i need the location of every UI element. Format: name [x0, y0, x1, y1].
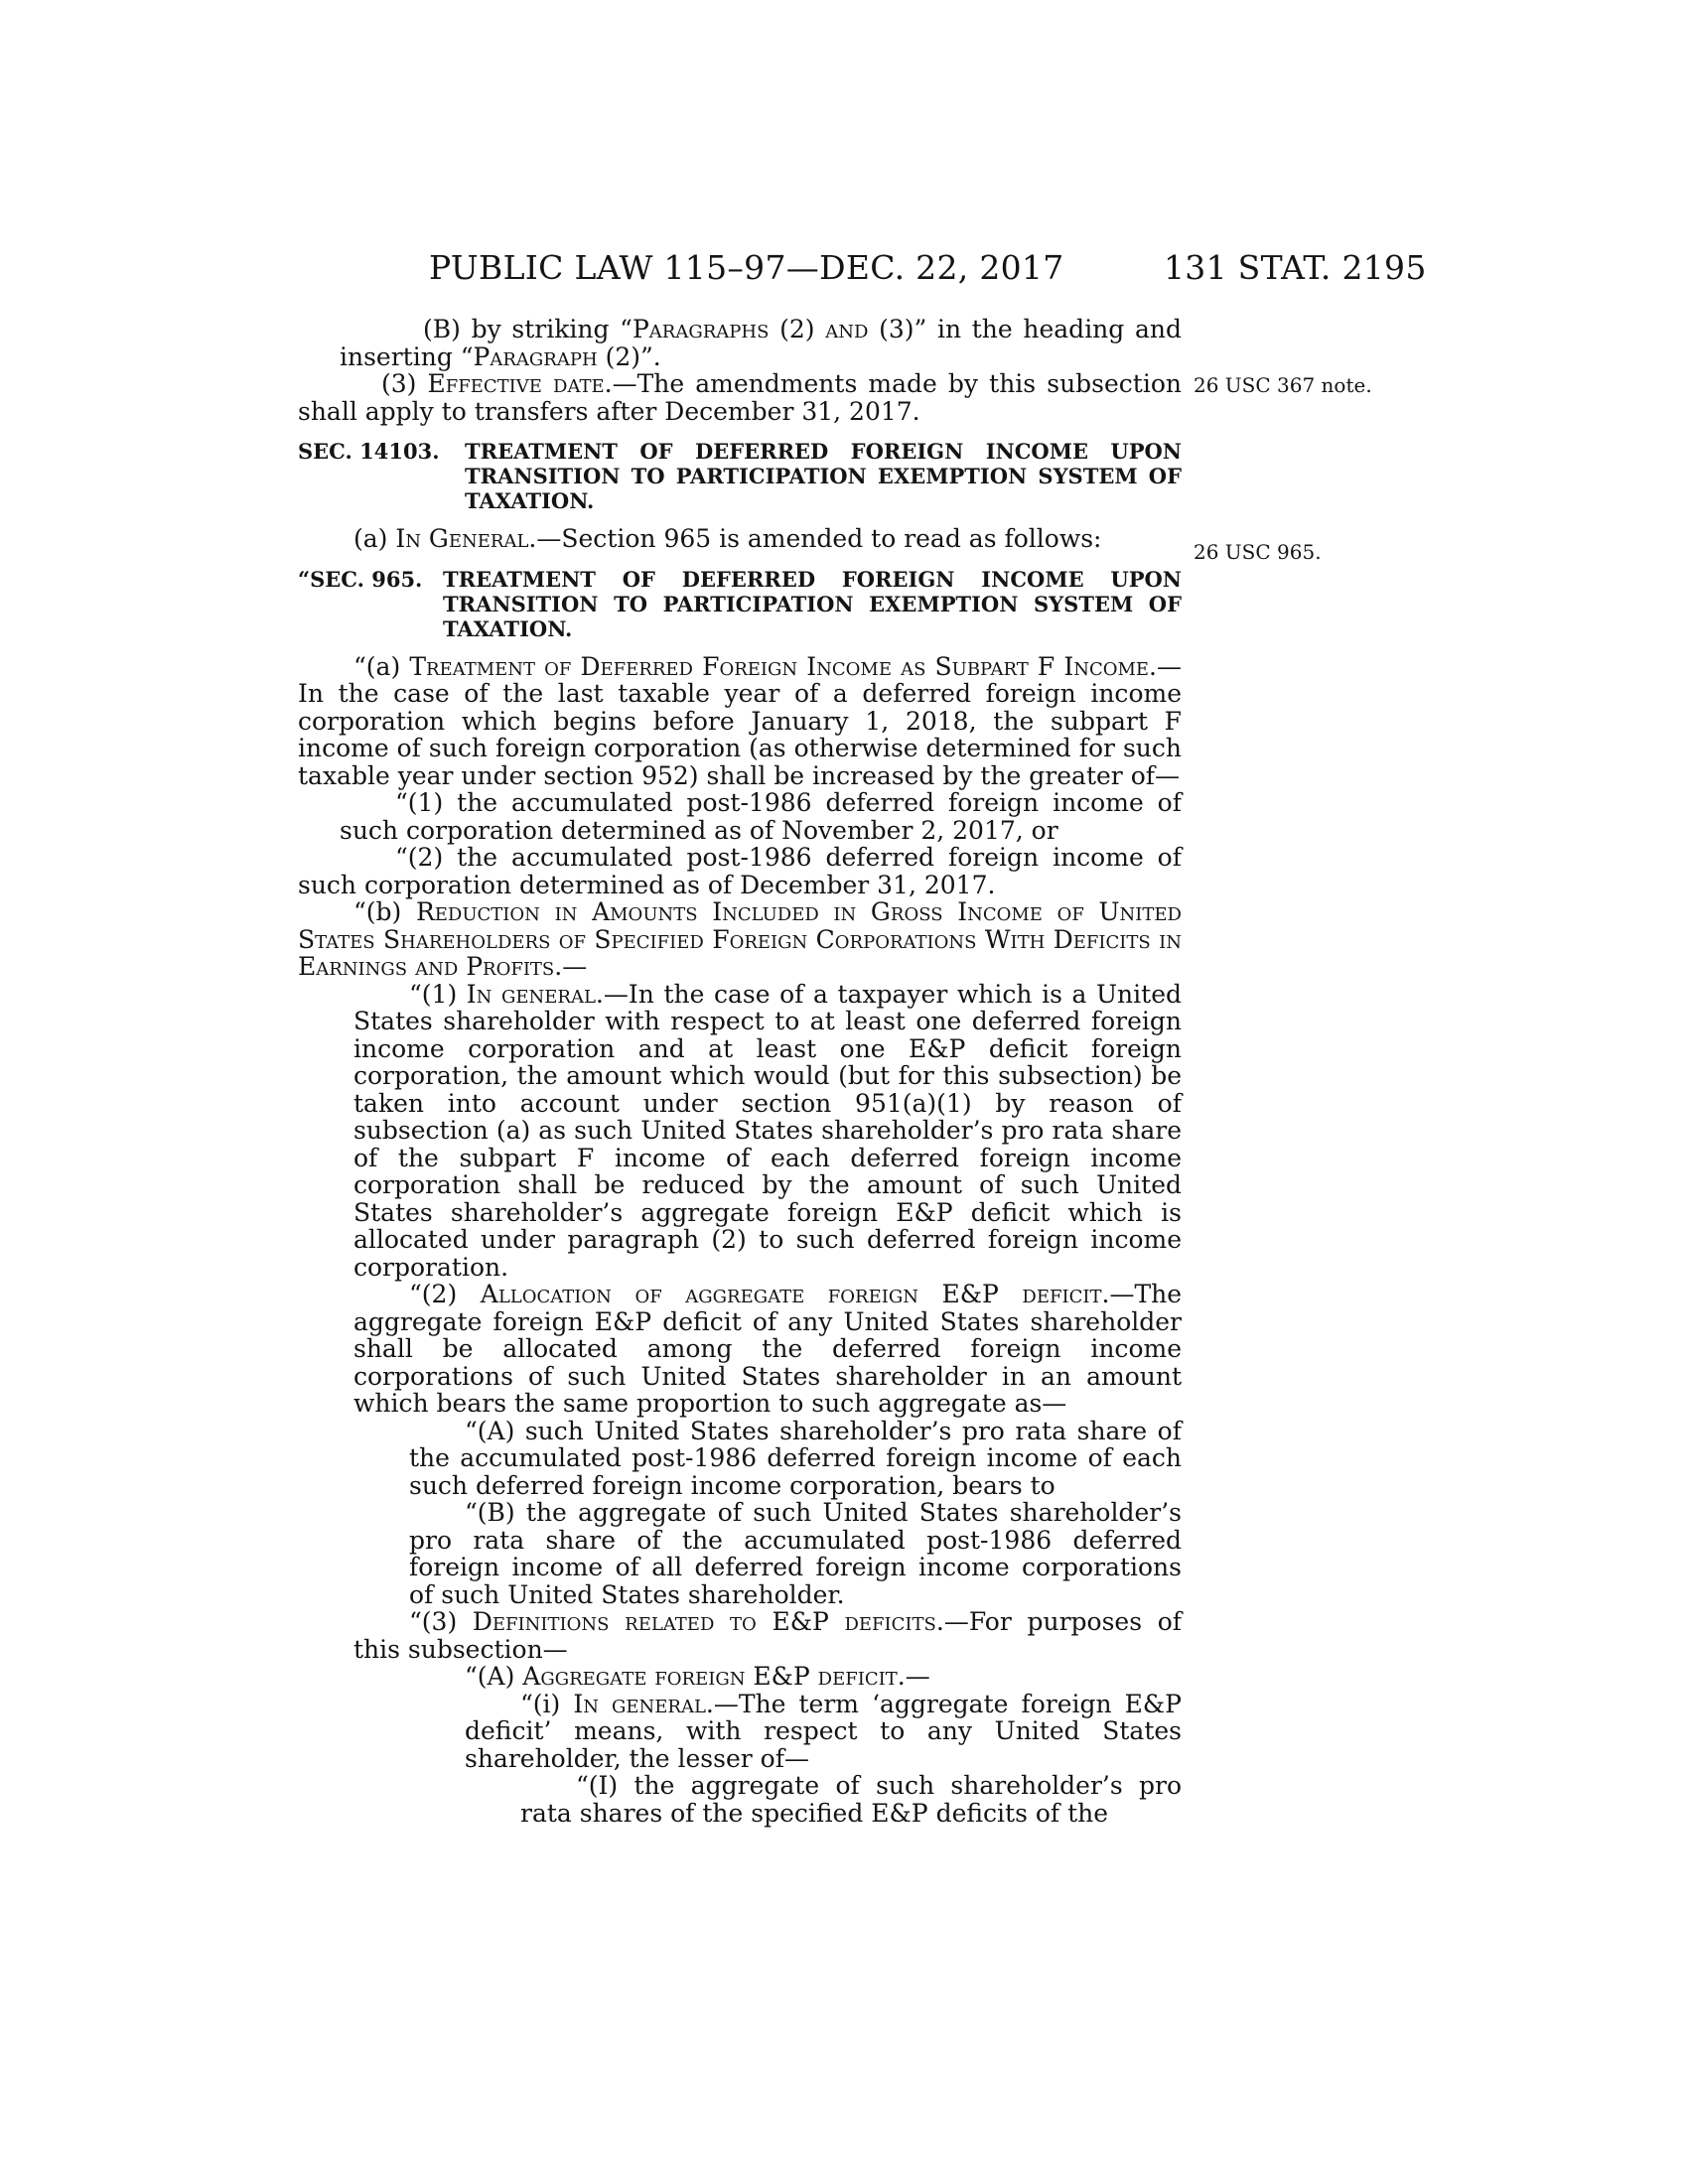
sec965-a-2: “(2) the accumulated post-1986 deferred foreign income of such corporation determined as of December 31, 2017.	[298, 843, 1182, 899]
section-965-heading	[298, 567, 1182, 641]
sec965-b-3-A: “(A) Aggregate foreign E&P deficit.—	[465, 1662, 930, 1691]
section-label: SEC. 14103.	[298, 439, 440, 464]
sec965-b-2: “(2) Allocation of aggregate foreign E&P deficit.—The aggregate foreign E&P deficit of any United States shareholder shall be allocated among the deferred foreign income corporations of such United States shareholder in an amount which bears the same proportion to such aggregate as—	[353, 1280, 1183, 1418]
statute-body	[298, 316, 1182, 1827]
section-14103-heading	[298, 439, 1182, 513]
sec965-b-1: “(1) In general.—In the case of a taxpayer which is a United States shareholder with respect to at least one deferred foreign income corporation and at least one E&P deficit foreign corporation, the amount which would (but for this subsection) be taken into account under section 951(a)(1) by reason of subsection (a) as such United States shareholder’s pro rata share of the subpart F income of each deferred foreign income corporation shall be reduced by the amount of such United States shareholder’s aggregate foreign E&P deficit which is allocated under paragraph (2) to such deferred foreign income corporation.	[353, 979, 1182, 1282]
running-header-title: PUBLIC LAW 115–97—DEC. 22, 2017	[429, 248, 1064, 287]
margin-note-367: 26 USC 367 note.	[1194, 373, 1372, 397]
section-label: “SEC. 965.	[298, 566, 423, 592]
sec965-a-1: “(1) the accumulated post-1986 deferred foreign income of such corporation determined as of November 2, 2017, or	[340, 788, 1182, 845]
sec965-b-heading: “(b) Reduction in Amounts Included in Gross Income of United States Shareholders of Specified Foreign Corporations With Deficits in Earnings and Profits.—	[298, 897, 1182, 981]
section-title: TREATMENT OF DEFERRED FOREIGN INCOME UPON TRANSITION TO PARTICIPATION EXEMPTION SYSTEM OF TAXATION.	[443, 566, 1182, 641]
sec965-b-2-A: “(A) such United States shareholder’s pro rata share of the accumulated post-1986 deferred foreign income of each such deferred foreign income corporation, bears to	[409, 1416, 1182, 1500]
section-title: TREATMENT OF DEFERRED FOREIGN INCOME UPON TRANSITION TO PARTICIPATION EXEMPTION SYSTEM OF TAXATION.	[465, 439, 1182, 513]
sec965-b-3-A-i: “(i) In general.—The term ‘aggregate foreign E&P deficit’ means, with respect to any United States shareholder, the lesser of—	[465, 1689, 1183, 1773]
sec965-b-2-B: “(B) the aggregate of such United States shareholder’s pro rata share of the accumulated post-1986 deferred foreign income of all deferred foreign income corporations of such United States shareholder.	[409, 1498, 1182, 1609]
sec965-b-3-A-i-I: “(I) the aggregate of such shareholder’s pro rata shares of the specified E&P deficits of the	[520, 1771, 1182, 1828]
sec965-a-treatment: “(a) Treatment of Deferred Foreign Income as Subpart F Income.—In the case of the last taxable year of a deferred foreign income corporation which begins before January 1, 2018, the subpart F income of such foreign corporation (as otherwise determined for such taxable year under section 952) shall be increased by the greater of—	[298, 651, 1183, 790]
margin-note-965: 26 USC 965.	[1194, 540, 1322, 564]
paragraph-b-striking: (B) by striking “Paragraphs (2) and (3)” in the heading and inserting “Paragraph (2)”.	[340, 315, 1182, 371]
paragraph-3-effective-date: (3) Effective date.—The amendments made by this subsection shall apply to transfers after December 31, 2017.	[298, 369, 1182, 426]
sec965-b-3: “(3) Definitions related to E&P deficits.—For purposes of this subsection—	[353, 1607, 1183, 1664]
subsection-a-in-general: (a) In General.—Section 965 is amended to read as follows:	[353, 524, 1102, 553]
running-header-page: 131 STAT. 2195	[1164, 248, 1427, 287]
